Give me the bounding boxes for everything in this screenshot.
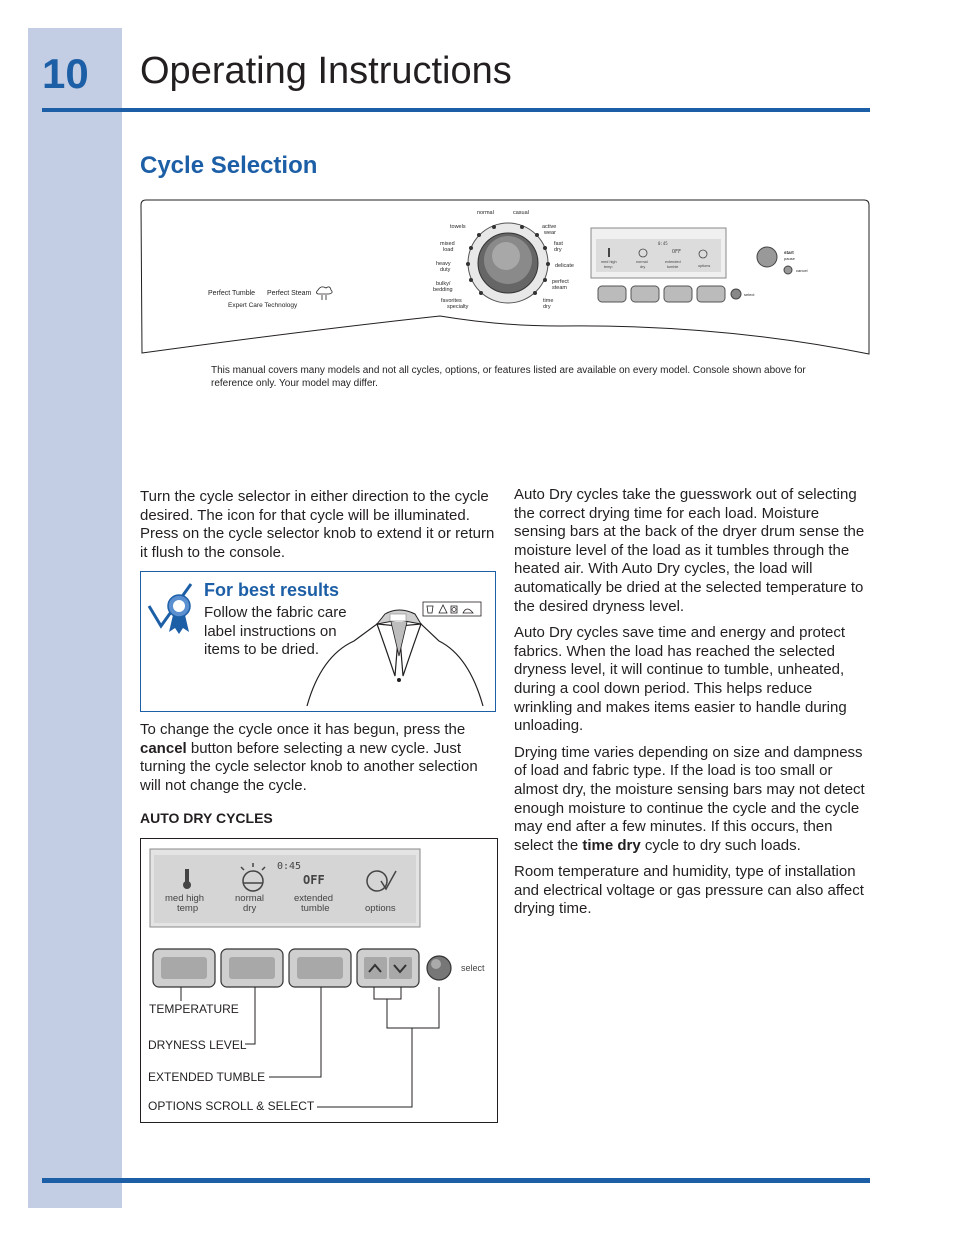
auto-dry-paragraph-1: Auto Dry cycles take the guesswork out of selecting the correct drying time for each load. Moisture sensing bars at the back of the dryer drum sense the moisture level of the load as it tumbles through the heated air. With Auto Dry cycles, the load will automatically be dried at the selected temperature to the desired dryness level. [514,486,865,615]
svg-text:OFF: OFF [303,873,325,887]
auto-dry-paragraph-2: Auto Dry cycles save time and energy and protect fabrics. When the load has reached the selected dryness level, it will continue to tumble, unheated, during a cool down period. This helps reduce wrinkling and makes items easier to handle during unloading. [514,624,847,735]
console-display [591,228,726,278]
svg-text:tumble: tumble [667,265,679,269]
svg-text:cancel: cancel [796,268,808,273]
svg-text:duty: duty [440,267,451,273]
best-results-text: Follow the fabric care label instructions on items to be dried. [204,604,347,659]
cycle-perfect-steam: perfect [552,279,569,285]
cycle-towels: towels [450,224,466,230]
cycle-favorites: favorites [441,298,462,304]
auto-dry-paragraph-4: Room temperature and humidity, type of installation and electrical voltage or gas pressure can also affect drying time. [514,863,864,918]
svg-text:temp: temp [604,265,613,269]
dryness-button [221,949,283,987]
left-column [140,488,495,570]
callout-options-scroll: OPTIONS SCROLL & SELECT [148,1099,315,1113]
svg-text:med high: med high [165,893,205,904]
console-illustration [140,198,870,358]
svg-text:bedding: bedding [433,287,453,293]
svg-text:OFF: OFF [672,249,682,255]
extended-tumble-button [289,949,351,987]
svg-text:temp: temp [177,903,199,914]
svg-text:dry: dry [640,265,646,269]
svg-text:select: select [461,963,485,973]
cycle-delicate: delicate [555,263,574,269]
svg-text:0:45: 0:45 [277,861,302,872]
svg-text:0:45: 0:45 [658,241,668,246]
svg-text:wear: wear [544,230,556,236]
svg-text:med high: med high [601,260,617,264]
svg-text:select: select [744,292,755,297]
right-column [514,486,874,927]
shirt-illustration [299,596,489,708]
ribbon-check-icon [145,580,203,636]
cycle-time-dry: time [543,298,554,304]
svg-text:options: options [365,903,396,914]
cycle-casual: casual [513,210,529,216]
brand-perfect-tumble: Perfect Tumble [208,290,256,297]
cancel-term: cancel [140,739,187,757]
callout-temperature: TEMPERATURE [149,1002,239,1016]
callout-extended-tumble: EXTENDED TUMBLE [148,1070,266,1084]
svg-text:dry: dry [243,903,257,914]
console-note: This manual covers many models and not all cycles, options, or features listed are available on every model. Console shown above for reference only. Your model may differ. [211,365,806,389]
intro-paragraph: Turn the cycle selector in either direction to the cycle desired. The icon for that cycle will be illuminated. Press on the cycle selector knob to extend it or return it flush to the console. [140,488,495,561]
svg-text:steam: steam [552,285,567,291]
svg-text:extended: extended [294,893,334,904]
best-results-box [140,571,496,712]
svg-text:options: options [698,264,711,268]
change-cycle-paragraph: To change the cycle once it has begun, press the cancel button before selecting a new cycle. Just turning the cycle selector knob to another selection will not change the cycle. [140,721,478,794]
time-dry-term: time dry [582,836,641,854]
callout-dryness-level: DRYNESS LEVEL [148,1038,247,1052]
cycle-mixed-load: mixed [440,241,455,247]
auto-dry-panel [140,838,498,1123]
bottom-rule [42,1178,870,1183]
top-rule [42,108,870,112]
svg-text:normal: normal [636,260,648,264]
cycle-active-wear: active [542,224,557,230]
auto-dry-paragraph-3: Drying time varies depending on size and dampness of load and fabric type. If the load is too small or almost dry, the moisture sensing bars may not detect enough moisture to continue the cycle and the cycle may end after a few minutes. If this occurs, then select the time dry cycle to dry such loads. [514,743,865,854]
page-number: 10 [42,50,89,97]
svg-text:pause: pause [784,256,795,261]
cycle-fast-dry: fast [554,241,563,247]
svg-text:tumble: tumble [301,903,330,914]
cycle-normal: normal [477,210,494,216]
cycle-heavy-duty: heavy [436,261,451,267]
svg-text:extended: extended [665,260,681,264]
svg-text:dry: dry [554,247,562,253]
brand-tagline: Expert Care Technology [228,302,298,309]
select-button [427,956,451,980]
brand-perfect-steam: Perfect Steam [267,290,312,297]
best-results-title: For best results [204,580,340,600]
page-title: Operating Instructions [140,50,512,92]
options-scroll-button [357,949,419,987]
svg-text:normal: normal [235,893,265,904]
section-title: Cycle Selection [140,152,318,179]
auto-dry-heading: AUTO DRY CYCLES [140,810,273,826]
svg-text:dry: dry [543,304,551,310]
svg-text:start: start [784,250,794,255]
side-band [28,28,122,1208]
temperature-button [153,949,215,987]
cycle-bulky-bedding: bulky/ [436,281,451,287]
svg-text:specialty: specialty [447,304,469,310]
svg-text:load: load [443,247,454,253]
